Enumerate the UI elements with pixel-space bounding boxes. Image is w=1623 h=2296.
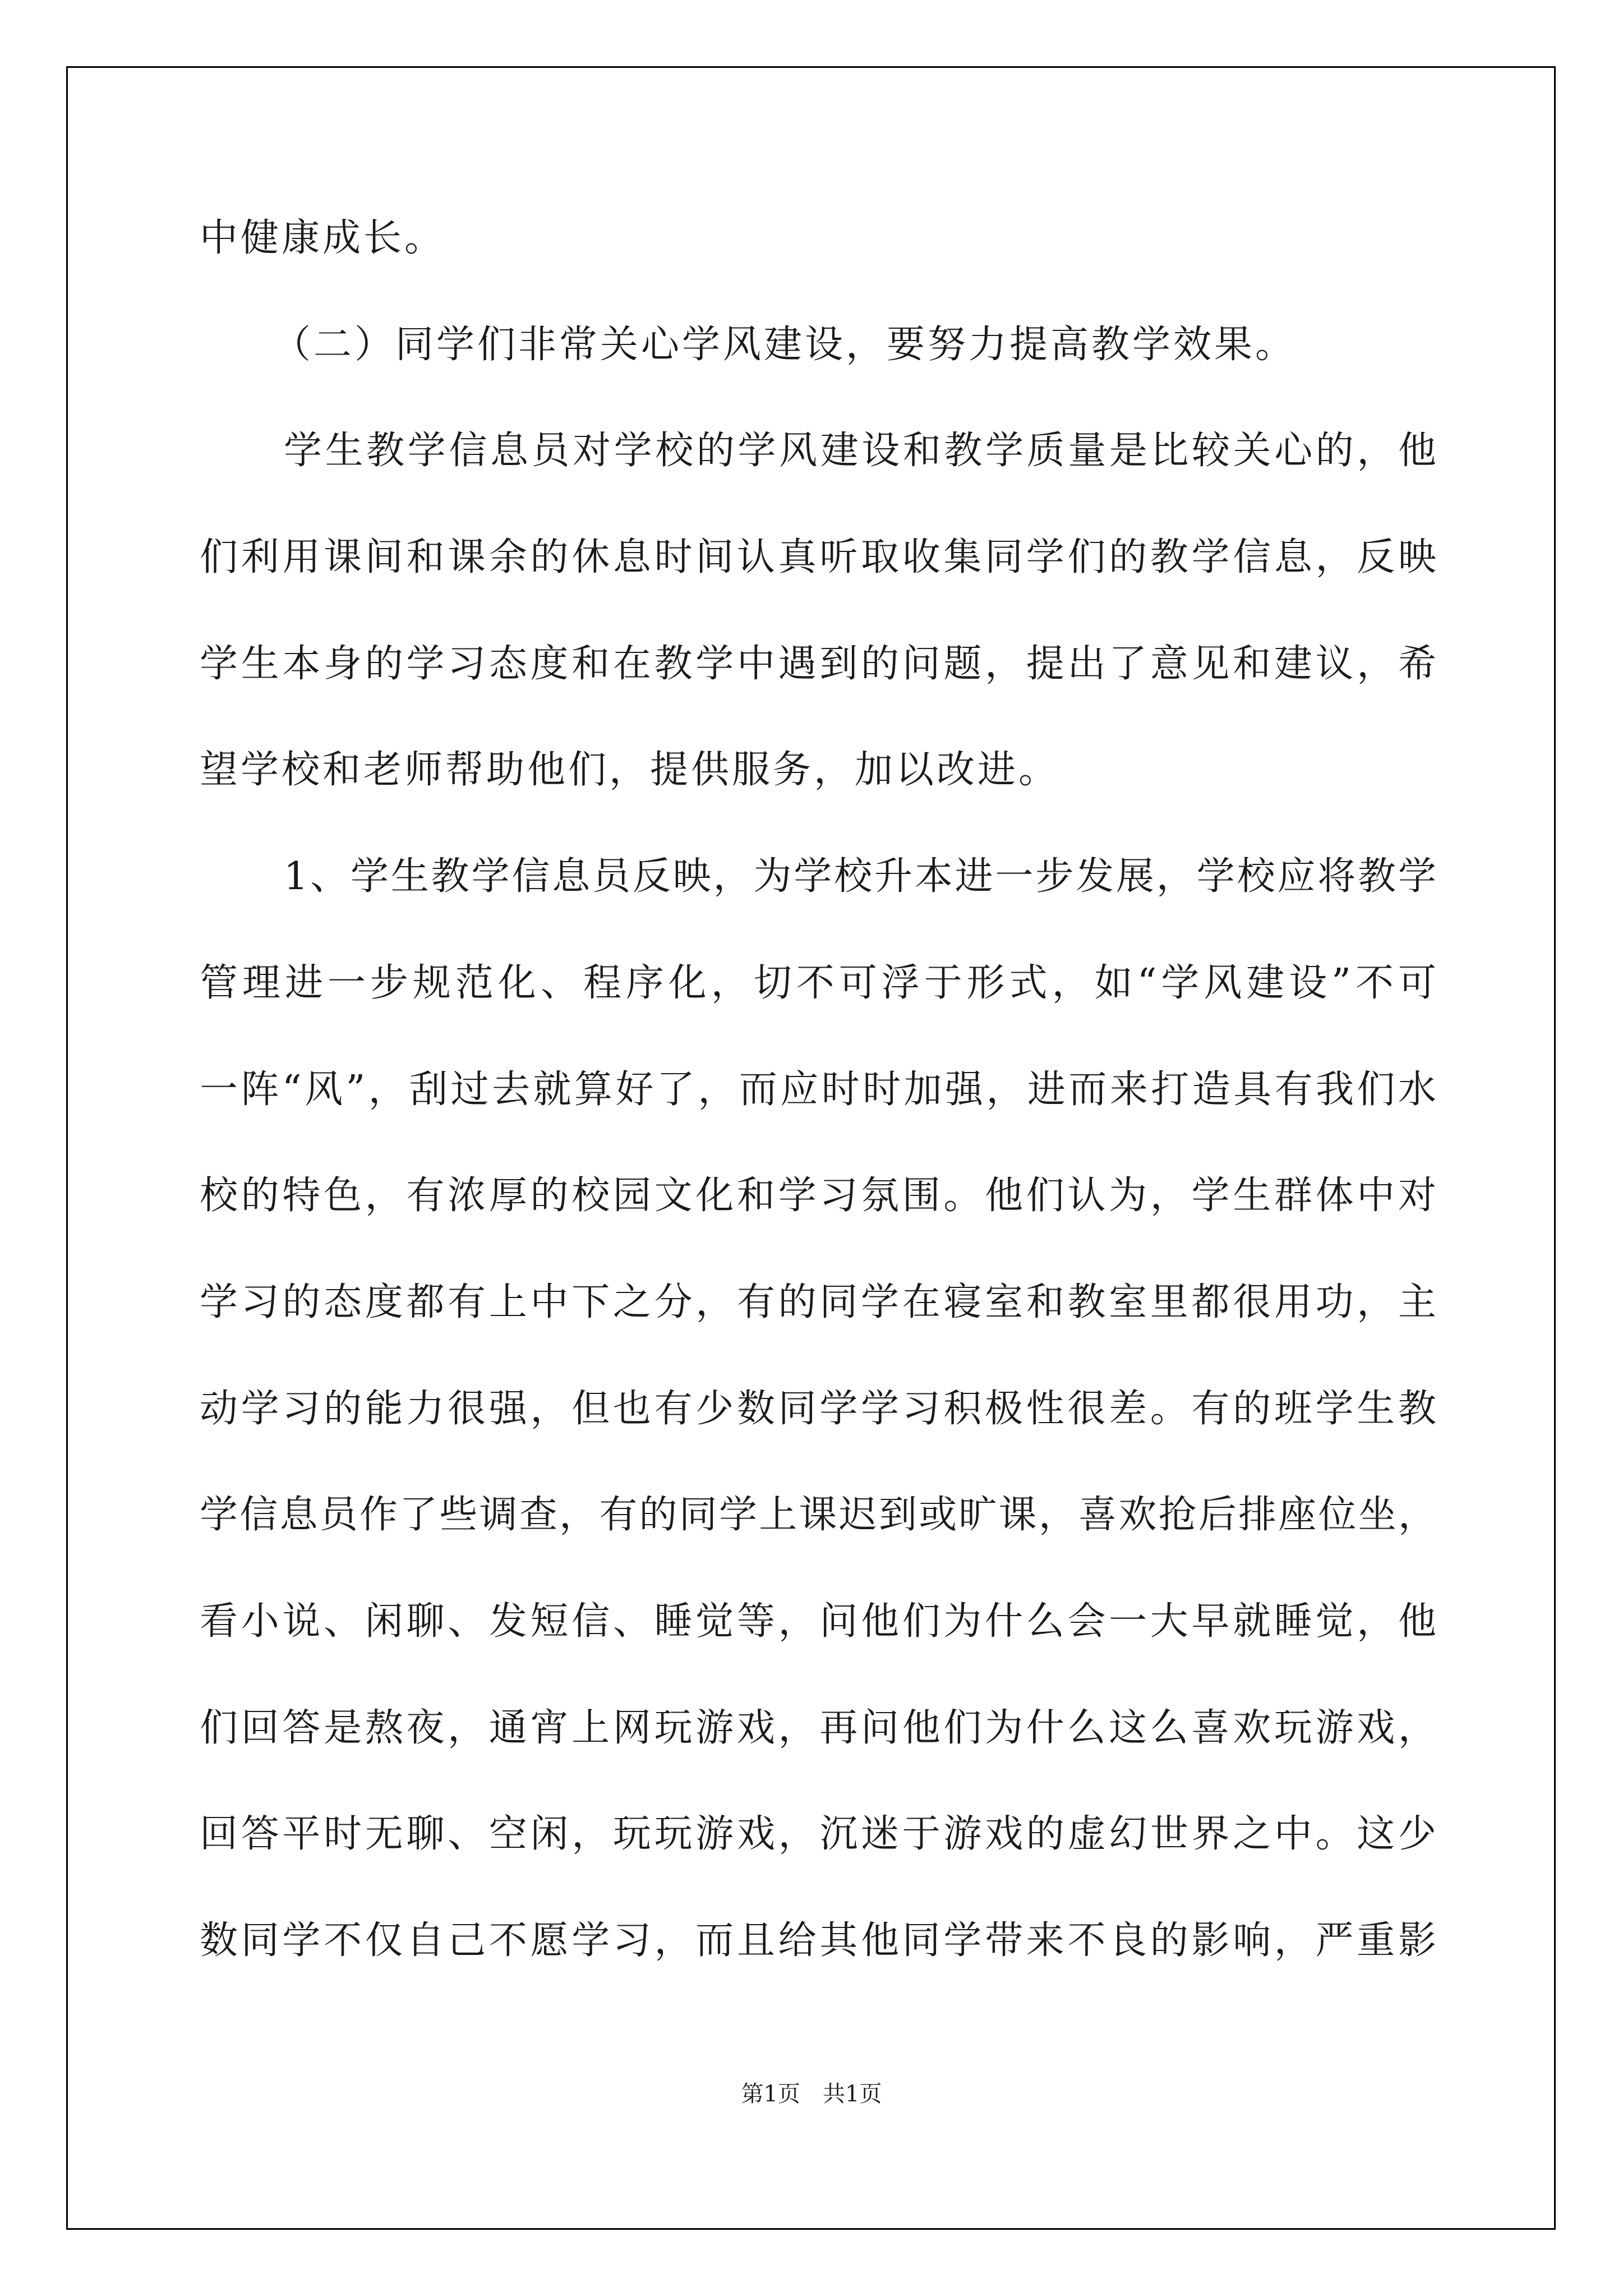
page-number: 第1页 [741, 2081, 800, 2107]
text-line: 动学习的能力很强，但也有少数同学学习积极性很差。有的班学生教 [200, 1386, 1436, 1431]
text-line: 看小说、闲聊、发短信、睡觉等，问他们为什么会一大早就睡觉，他 [200, 1599, 1436, 1644]
text-line: 校的特色，有浓厚的校园文化和学习氛围。他们认为，学生群体中对 [200, 1174, 1436, 1218]
text-line: 回答平时无聊、空闲，玩玩游戏，沉迷于游戏的虚幻世界之中。这少 [200, 1812, 1436, 1857]
page-footer [0, 2078, 1623, 2110]
text-line: 望学校和老师帮助他们，提供服务，加以改进。 [200, 748, 1060, 793]
page-total: 共1页 [823, 2081, 882, 2107]
text-line: 学信息员作了些调查，有的同学上课迟到或旷课，喜欢抢后排座位坐， [200, 1493, 1436, 1538]
text-line: 学生教学信息员对学校的学风建设和教学质量是比较关心的，他 [284, 429, 1436, 473]
text-line: 学习的态度都有上中下之分，有的同学在寝室和教室里都很用功，主 [200, 1280, 1436, 1324]
text-line: 中健康成长。 [200, 216, 446, 260]
document-body [200, 213, 1436, 2022]
text-line: 们回答是熬夜，通宵上网玩游戏，再问他们为什么这么喜欢玩游戏， [200, 1705, 1436, 1750]
text-line: 们利用课间和课余的休息时间认真听取收集同学们的教学信息，反映 [200, 535, 1436, 580]
text-line: 1、学生教学信息员反映，为学校升本进一步发展，学校应将教学 [284, 854, 1436, 899]
text-line: 数同学不仅自己不愿学习，而且给其他同学带来不良的影响，严重影 [200, 1918, 1436, 1963]
text-line: 管理进一步规范化、程序化，切不可浮于形式，如“学风建设”不可 [200, 960, 1436, 1005]
text-line: 学生本身的学习态度和在教学中遇到的问题，提出了意见和建议，希 [200, 641, 1436, 686]
text-line: 一阵“风”，刮过去就算好了，而应时时加强，进而来打造具有我们水 [200, 1067, 1436, 1112]
section-heading: （二）同学们非常关心学风建设，要努力提高教学效果。 [273, 322, 1297, 367]
